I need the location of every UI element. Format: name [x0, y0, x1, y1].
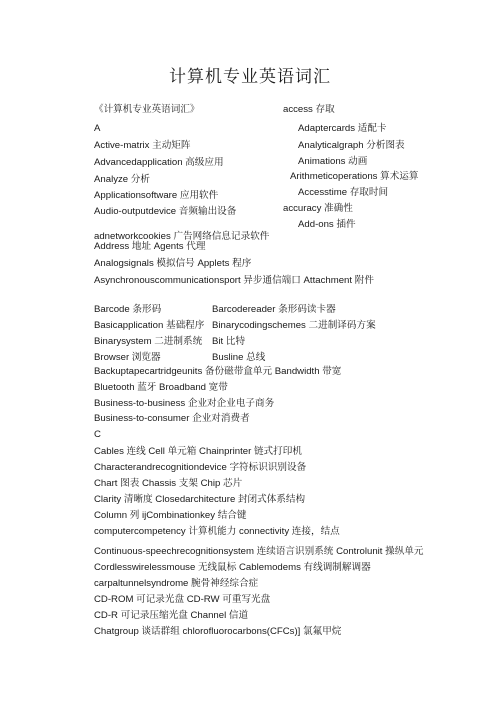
- page-title: 计算机专业英语词汇: [169, 67, 331, 87]
- term-entry: Binarycodingschemes 二进制译码方案: [212, 320, 376, 331]
- term-entry: Backuptapecartridgeunits 备份磁带盒单元 Bandwidth 带宽: [94, 366, 342, 377]
- term-entry: Audio-outputdevice 音频输出设备: [94, 206, 237, 217]
- term-entry: Cables 连线 Cell 单元箱 Chainprinter 链式打印机: [94, 446, 302, 457]
- term-entry: Applicationsoftware 应用软件: [94, 190, 219, 201]
- term-entry: Column 列 ijCombinationkey 结合键: [94, 510, 247, 521]
- term-entry: Cordlesswirelessmouse 无线鼠标 Cablemodems 有线调制解调器: [94, 562, 371, 573]
- section-letter-a: A: [94, 123, 101, 134]
- term-entry: Asynchronouscommunicationsport 异步通信端口 Attachment 附件: [94, 275, 374, 286]
- term-entry: Characterandrecognitiondevice 字符标识识别设备: [94, 462, 307, 473]
- term-entry: Continuous-speechrecognitionsystem 连续语言识别系统 Controlunit 操纵单元: [94, 546, 424, 557]
- term-entry: access 存取: [283, 104, 335, 115]
- term-entry: carpaltunnelsyndrome 腕骨神经综合症: [94, 578, 259, 589]
- term-entry: Analogsignals 模拟信号 Applets 程序: [94, 258, 252, 269]
- term-entry: Basicapplication 基础程序: [94, 320, 205, 331]
- term-entry: Advancedapplication 高级应用: [94, 157, 224, 168]
- term-entry: Address 地址 Agents 代理: [94, 241, 206, 252]
- term-entry: Arithmeticoperations 算术运算: [290, 171, 419, 182]
- term-entry: Chatgroup 谈话群组 chlorofluorocarbons(CFCs)] 氯氟甲烷: [94, 626, 342, 637]
- book-title-line: 《计算机专业英语词汇》: [94, 104, 200, 115]
- term-entry: Animations 动画: [298, 156, 368, 167]
- term-entry: Analyze 分析: [94, 174, 150, 185]
- term-entry: Active-matrix 主动矩阵: [94, 140, 191, 151]
- term-entry: Barcodereader 条形码读卡器: [212, 304, 336, 315]
- term-entry: Bluetooth 蓝牙 Broadband 宽带: [94, 382, 228, 393]
- term-entry: Analyticalgraph 分析图表: [298, 140, 405, 151]
- term-entry: Adaptercards 适配卡: [298, 123, 387, 134]
- term-entry: Busline 总线: [212, 352, 266, 363]
- term-entry: Accesstime 存取时间: [298, 187, 389, 198]
- term-entry: Business-to-consumer 企业对消费者: [94, 413, 250, 424]
- term-entry: Barcode 条形码: [94, 304, 162, 315]
- term-entry: computercompetency 计算机能力 connectivity 连接，结点: [94, 526, 340, 537]
- term-entry: Chart 图表 Chassis 支架 Chip 芯片: [94, 478, 243, 489]
- term-entry: Binarysystem 二进制系统: [94, 336, 203, 347]
- term-entry: Browser 浏览器: [94, 352, 161, 363]
- term-entry: accuracy 准确性: [283, 203, 353, 214]
- term-entry: Bit 比特: [212, 336, 246, 347]
- term-entry: CD-ROM 可记录光盘 CD-RW 可重写光盘: [94, 594, 271, 605]
- term-entry: Add-ons 插件: [298, 219, 356, 230]
- term-entry: adnetworkcookies 广告网络信息记录软件: [94, 231, 270, 242]
- term-entry: Clarity 清晰度 Closedarchitecture 封闭式体系结构: [94, 494, 306, 505]
- section-letter-c: C: [94, 429, 101, 440]
- term-entry: Business-to-business 企业对企业电子商务: [94, 398, 275, 409]
- term-entry: CD-R 可记录压缩光盘 Channel 信道: [94, 610, 249, 621]
